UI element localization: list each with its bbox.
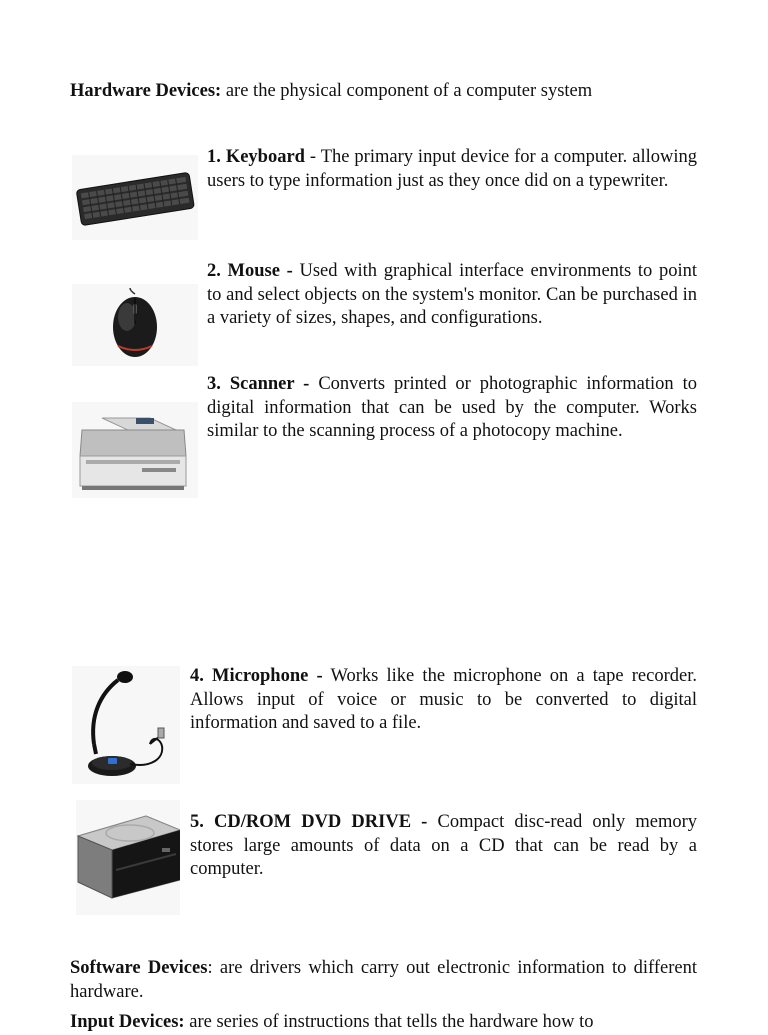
keyboard-image bbox=[72, 155, 198, 240]
item-microphone-term: 4. Microphone - bbox=[190, 666, 323, 686]
item-keyboard-term: 1. Keyboard bbox=[207, 147, 305, 167]
item-scanner-text: Converts printed or photographic information to digital information that can be used by the computer. Works similar to the scanning process of a photocopy machine. bbox=[207, 374, 698, 441]
intro-text: are the physical component of a computer system bbox=[221, 81, 593, 101]
item-mouse bbox=[207, 260, 697, 331]
scanner-image bbox=[72, 402, 198, 498]
item-dvd-drive-text: Compact disc-read only memory stores large amounts of data on a CD that can be read by a computer. bbox=[190, 812, 698, 879]
item-keyboard-sep: - bbox=[304, 147, 321, 167]
software-term: Software Devices bbox=[70, 958, 208, 978]
item-microphone-text: Works like the microphone on a tape recorder. Allows input of voice or music to be converted to digital information and saved to a file. bbox=[190, 666, 697, 733]
item-microphone bbox=[190, 665, 697, 736]
item-dvd-drive-sep bbox=[427, 812, 437, 832]
item-scanner-term: 3. Scanner - bbox=[207, 374, 310, 394]
item-scanner bbox=[207, 373, 697, 444]
item-microphone-sep bbox=[323, 666, 331, 686]
microphone-image bbox=[72, 666, 180, 784]
item-keyboard-text: The primary input device for a computer. allowing users to type information just as they once did on a typewriter. bbox=[207, 147, 697, 191]
dvd-drive-image bbox=[76, 800, 180, 915]
item-mouse-text: Used with graphical interface environments to point to and select objects on the system's monitor. Can be purchased in a variety of sizes, shapes, and configurations. bbox=[207, 261, 697, 328]
item-dvd-drive bbox=[190, 811, 697, 882]
item-dvd-drive-term: 5. CD/ROM DVD DRIVE - bbox=[190, 812, 428, 832]
input-term: Input Devices: bbox=[70, 1012, 185, 1032]
item-scanner-sep bbox=[309, 374, 318, 394]
software-text: : are drivers which carry out electronic information to different hardware. bbox=[70, 958, 697, 1002]
item-mouse-term: 2. Mouse - bbox=[207, 261, 293, 281]
mouse-image bbox=[72, 284, 198, 366]
software-paragraph bbox=[70, 957, 697, 1004]
input-paragraph bbox=[70, 1011, 697, 1035]
item-keyboard bbox=[207, 146, 697, 193]
intro-term: Hardware Devices: bbox=[70, 81, 222, 101]
input-text: are series of instructions that tells the hardware how to bbox=[184, 1012, 594, 1032]
intro-paragraph bbox=[70, 80, 710, 104]
